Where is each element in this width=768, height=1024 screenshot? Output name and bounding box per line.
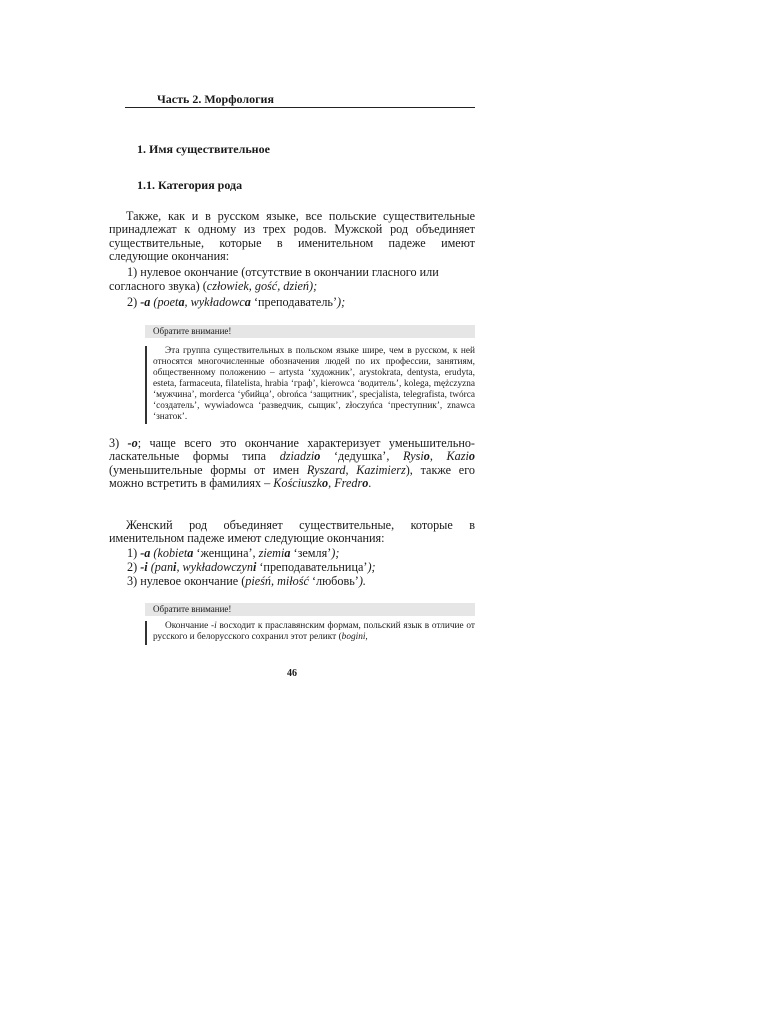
masc-list-item-1-cont: согласного звука) (człowiek, gość, dzień); bbox=[109, 279, 318, 293]
header-rule bbox=[125, 107, 475, 108]
intro-paragraph: Также, как и в русском языке, все польские существительные принадлежат к одному из трех родов. Мужской род объединяет существительные, которые в именительном падеже имеют следующие окончания: bbox=[109, 209, 475, 264]
section-heading: 1.1. Категория рода bbox=[137, 178, 243, 192]
fem-list-item-3: 3) нулевое окончание (pieśń, miłość ‘любовь’). bbox=[127, 574, 366, 588]
note-body-2: Окончание -i восходит к праславянским формам, польский язык в отличие от русского и белорусского сохранил этот реликт (bogini, bbox=[145, 621, 475, 645]
note-title-2: Обратите внимание! bbox=[145, 603, 475, 616]
fem-list-item-2: 2) -i (pani, wykładowczyni ‘преподавательница’); bbox=[127, 560, 376, 574]
note-title-1: Обратите внимание! bbox=[145, 325, 475, 338]
page-number: 46 bbox=[287, 668, 297, 679]
masc-list-item-1: 1) нулевое окончание (отсутствие в окончании гласного или bbox=[127, 265, 439, 279]
masc-list-item-2: 2) -a (poeta, wykładowca ‘преподаватель’); bbox=[127, 295, 346, 309]
note-body-1: Эта группа существительных в польском языке шире, чем в русском, к ней относятся многочисленные обозначения людей по их профессии, занятиям, общественному положению – artysta ‘художник’, arystokrata, dentysta, erudyta, esteta, farmaceuta, filatelista, hrabia ‘граф’, kierowca ‘водитель’, kolega, mężczyzna ‘мужчина’, morderca ‘убийца’, obrońca ‘защитник’, specjalista, telegrafista, twórca ‘создатель’, wywiadowca ‘разведчик, сыщик’, złoczyńca ‘преступник’, znawca ‘знаток’. bbox=[145, 346, 475, 424]
fem-list-item-1: 1) -a (kobieta ‘женщина’, ziemia ‘земля’); bbox=[127, 546, 340, 560]
chapter-heading: 1. Имя существительное bbox=[137, 142, 270, 156]
masc-list-item-3: 3) -o; чаще всего это окончание характеризует уменьшительно-ласкательные формы типа dziadzio ‘дедушка’, Rysio, Kazio (уменьшительные формы от имен Ryszard, Kazimierz), также его можно встретить в фамилиях – Kościuszko, Fredro. bbox=[109, 436, 476, 491]
feminine-paragraph: Женский род объединяет существительные, которые в именительном падеже имеют следующие окончания: bbox=[109, 518, 475, 546]
running-header: Часть 2. Морфология bbox=[157, 92, 274, 106]
